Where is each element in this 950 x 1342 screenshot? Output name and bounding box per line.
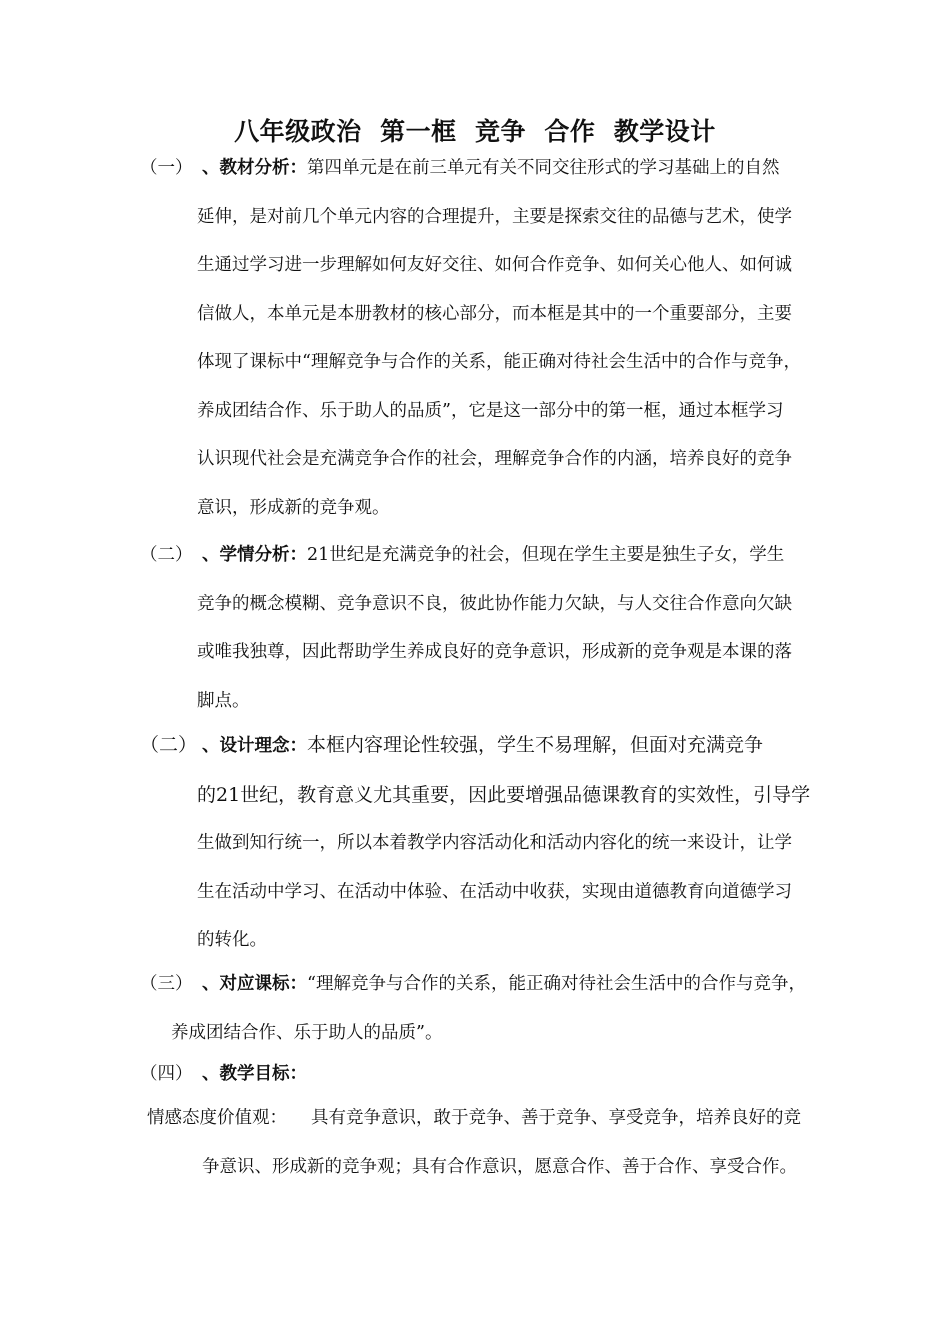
- section-text: 21世纪是充满竞争的社会，但现在学生主要是独生子女，学生: [307, 545, 785, 565]
- section-heading-line: [140, 156, 882, 180]
- section-heading-line: [140, 733, 882, 758]
- section-heading-line: [140, 543, 882, 567]
- section-body: [197, 205, 882, 520]
- section-label: 、教学目标：: [202, 1064, 307, 1084]
- section-text: 本框内容理论性较强，学生不易理解，但面对充满竞争: [307, 734, 764, 756]
- affective-goals-line: 争意识、形成新的竞争观；具有合作意识，愿意合作、善于合作、享受合作。: [202, 1156, 797, 1177]
- affective-goals-text: 具有竞争意识，敢于竞争、善于竞争、享受竞争，培养良好的竞: [311, 1108, 801, 1128]
- affective-goals-line: [147, 1106, 882, 1130]
- section-label: 、设计理念：: [202, 736, 307, 756]
- section-label: 、教材分析：: [202, 158, 307, 178]
- section-number: （一）: [140, 158, 193, 178]
- body-line: 意识，形成新的竞争观。: [197, 497, 390, 518]
- body-line: 生通过学习进一步理解如何友好交往、如何合作竞争、如何关心他人、如何诚: [197, 255, 792, 275]
- section-body: [197, 592, 882, 713]
- body-line: 认识现代社会是充满竞争合作的社会，理解竞争合作的内涵，培养良好的竞争: [197, 449, 792, 469]
- section-text: “理解竞争与合作的关系，能正确对待社会生活中的合作与竞争，: [307, 974, 806, 994]
- affective-goals: [147, 1106, 882, 1179]
- body-line: 延伸，是对前几个单元内容的合理提升，主要是探索交往的品德与艺术，使学: [197, 206, 792, 227]
- section-number: （二）: [140, 734, 198, 756]
- body-line: 的21世纪，教育意义尤其重要，因此要增强品德课教育的实效性，引导学: [197, 783, 811, 806]
- body-line: 养成团结合作、乐于助人的品质”，它是这一部分中的第一框，通过本框学习: [197, 400, 784, 421]
- section-label: 、学情分析：: [202, 545, 307, 565]
- section-heading-line: [140, 1062, 882, 1086]
- section-textbook-analysis: [140, 156, 882, 520]
- body-line: 的转化。: [197, 930, 267, 950]
- section-text: 第四单元是在前三单元有关不同交往形式的学习基础上的自然: [307, 158, 780, 178]
- document-title: 八年级政治 第一框 竞争 合作 教学设计: [234, 117, 716, 146]
- section-number: （三）: [140, 974, 193, 994]
- body-line: 生在活动中学习、在活动中体验、在活动中收获，实现由道德教育向道德学习: [197, 881, 792, 902]
- body-line: 体现了课标中“理解竞争与合作的关系，能正确对待社会生活中的合作与竞争，: [197, 352, 801, 372]
- body-line: 生做到知行统一，所以本着教学内容活动化和活动内容化的统一来设计，让学: [197, 833, 792, 853]
- section-label: 、对应课标：: [202, 974, 307, 994]
- affective-goals-label: 情感态度价值观：: [147, 1108, 287, 1128]
- body-line: 或唯我独尊，因此帮助学生养成良好的竞争意识，形成新的竞争观是本课的落: [197, 642, 792, 662]
- body-line: 竞争的概念模糊、竞争意识不良，彼此协作能力欠缺，与人交往合作意向欠缺: [197, 593, 792, 614]
- body-line: 信做人，本单元是本册教材的核心部分，而本框是其中的一个重要部分，主要: [197, 303, 792, 324]
- body-line: 脚点。: [197, 690, 250, 711]
- section-body: [171, 1021, 882, 1045]
- body-line: 养成团结合作、乐于助人的品质”。: [171, 1022, 443, 1043]
- section-body: [197, 783, 882, 953]
- section-heading-line: [140, 972, 882, 996]
- section-number: （二）: [140, 545, 193, 565]
- section-learner-analysis: [140, 543, 882, 713]
- section-design-concept: [140, 733, 882, 952]
- section-number: （四）: [140, 1064, 193, 1084]
- section-curriculum-standard: [140, 972, 882, 1045]
- section-teaching-goals: [140, 1062, 882, 1086]
